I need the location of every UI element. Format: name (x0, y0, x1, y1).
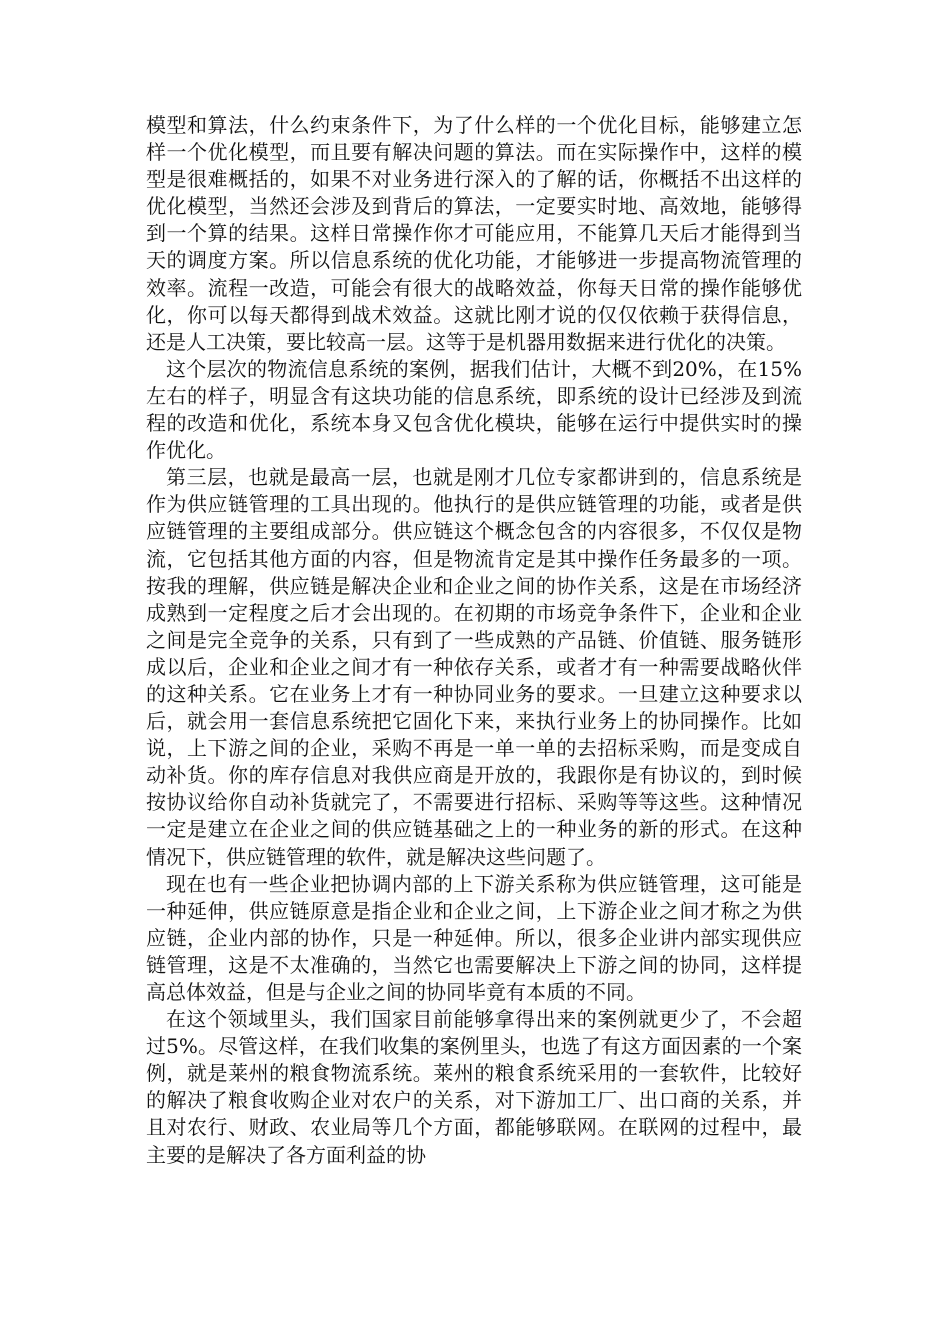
paragraph-4: 现在也有一些企业把协调内部的上下游关系称为供应链管理，这可能是一种延伸，供应链原意是指企业和企业之间，上下游企业之间才称之为供应链，企业内部的协作，只是一种延伸。所以，很多企业讲内部实现供应链管理，这是不太准确的，当然它也需要解决上下游之间的协同，这样提高总体效益，但是与企业之间的协同毕竟有本质的不同。 (146, 871, 802, 1004)
paragraph-2: 这个层次的物流信息系统的案例，据我们估计，大概不到20%，在15%左右的样子，明显含有这块功能的信息系统，即系统的设计已经涉及到流程的改造和优化，系统本身又包含优化模块，能够在运行中提供实时的操作优化。 (146, 356, 802, 463)
document-page (146, 112, 802, 1169)
paragraph-5: 在这个领域里头，我们国家目前能够拿得出来的案例就更少了，不会超过5%。尽管这样，在我们收集的案例里头，也选了有这方面因素的一个案例，就是莱州的粮食物流系统。莱州的粮食系统采用的一套软件，比较好的解决了粮食收购企业对农户的关系，对下游加工厂、出口商的关系，并且对农行、财政、农业局等几个方面，都能够联网。在联网的过程中，最主要的是解决了各方面利益的协 (146, 1007, 802, 1167)
paragraph-1: 模型和算法，什么约束条件下，为了什么样的一个优化目标，能够建立怎样一个优化模型，而且要有解决问题的算法。而在实际操作中，这样的模型是很难概括的，如果不对业务进行深入的了解的话，你概括不出这样的优化模型，当然还会涉及到背后的算法，一定要实时地、高效地，能够得到一个算的结果。这样日常操作你才可能应用，不能算几天后才能得到当天的调度方案。所以信息系统的优化功能，才能够进一步提高物流管理的效率。流程一改造，可能会有很大的战略效益，你每天日常的操作能够优化，你可以每天都得到战术效益。这就比刚才说的仅仅依赖于获得信息，还是人工决策，要比较高一层。这等于是机器用数据来进行优化的决策。 (146, 113, 802, 354)
paragraph-3: 第三层，也就是最高一层，也就是刚才几位专家都讲到的，信息系统是作为供应链管理的工具出现的。他执行的是供应链管理的功能，或者是供应链管理的主要组成部分。供应链这个概念包含的内容很多，不仅仅是物流，它包括其他方面的内容，但是物流肯定是其中操作任务最多的一项。按我的理解，供应链是解决企业和企业之间的协作关系，这是在市场经济成熟到一定程度之后才会出现的。在初期的市场竞争条件下，企业和企业之间是完全竞争的关系，只有到了一些成熟的产品链、价值链、服务链形成以后，企业和企业之间才有一种依存关系，或者才有一种需要战略伙伴的这种关系。它在业务上才有一种协同业务的要求。一旦建立这种要求以后，就会用一套信息系统把它固化下来，来执行业务上的协同操作。比如说，上下游之间的企业，采购不再是一单一单的去招标采购，而是变成自动补货。你的库存信息对我供应商是开放的，我跟你是有协议的，到时候按协议给你自动补货就完了，不需要进行招标、采购等等这些。这种情况一定是建立在企业之间的供应链基础之上的一种业务的新的形式。在这种情况下，供应链管理的软件，就是解决这些问题了。 (146, 465, 802, 869)
